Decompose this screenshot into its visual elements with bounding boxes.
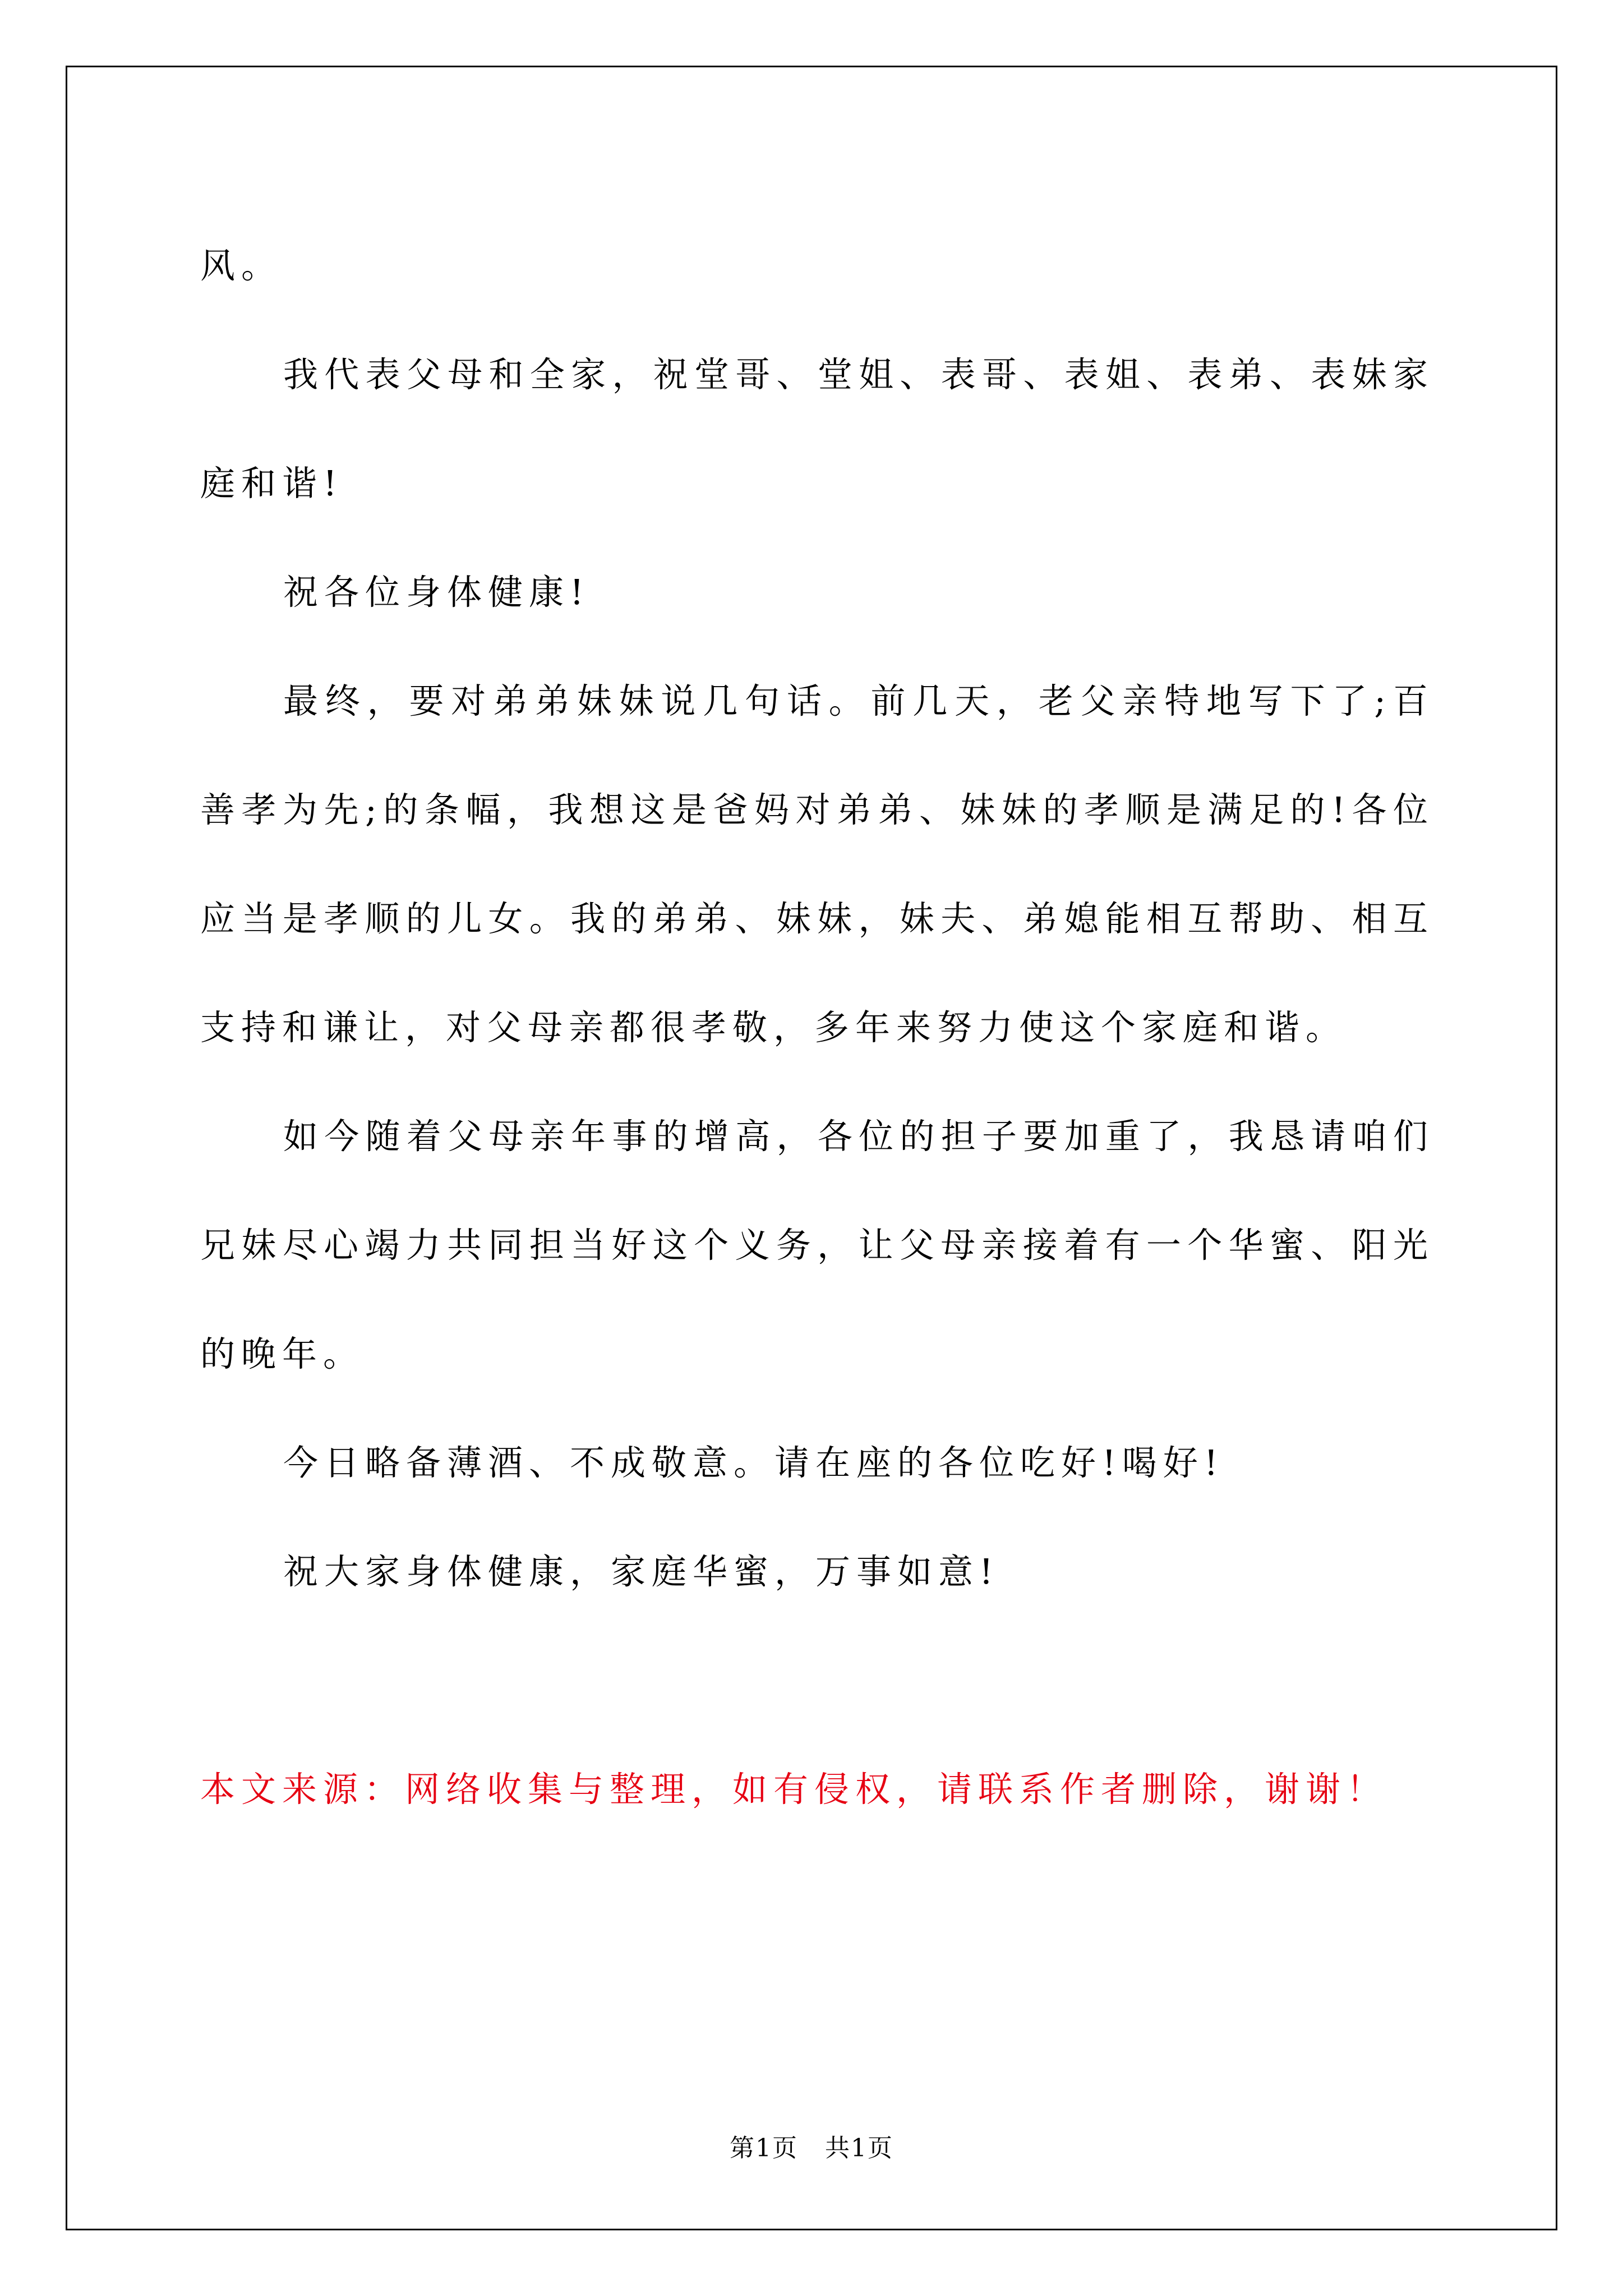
paragraph-2: 我代表父母和全家，祝堂哥、堂姐、表哥、表姐、表弟、表妹家庭和谐! [200,354,1434,504]
document-body [200,211,1434,1844]
paragraph-6: 今日略备薄酒、不成敬意。请在座的各位吃好!喝好! [283,1442,1224,1483]
paragraph-7: 祝大家身体健康，家庭华蜜，万事如意! [283,1551,999,1592]
paragraph-1: 风。 [200,245,283,286]
paragraph-5: 如今随着父母亲年事的增高，各位的担子要加重了，我恳请咱们兄妹尽心竭力共同担当好这个义务，让父母亲接着有一个华蜜、阳光的晚年。 [200,1116,1434,1374]
page-number-current: 第1页 [730,2134,798,2162]
paragraph-3: 祝各位身体健康! [283,572,590,613]
page-number-total: 共1页 [825,2134,893,2162]
paragraph-4: 最终，要对弟弟妹妹说几句话。前几天，老父亲特地写下了;百善孝为先;的条幅，我想这是爸妈对弟弟、妹妹的孝顺是满足的!各位应当是孝顺的儿女。我的弟弟、妹妹，妹夫、弟媳能相互帮助、相互支持和谦让，对父母亲都很孝敬，多年来努力使这个家庭和谐。 [200,680,1434,1048]
page-footer [0,2132,1623,2165]
source-note: 本文来源：网络收集与整理，如有侵权，请联系作者删除，谢谢！ [200,1769,1388,1810]
